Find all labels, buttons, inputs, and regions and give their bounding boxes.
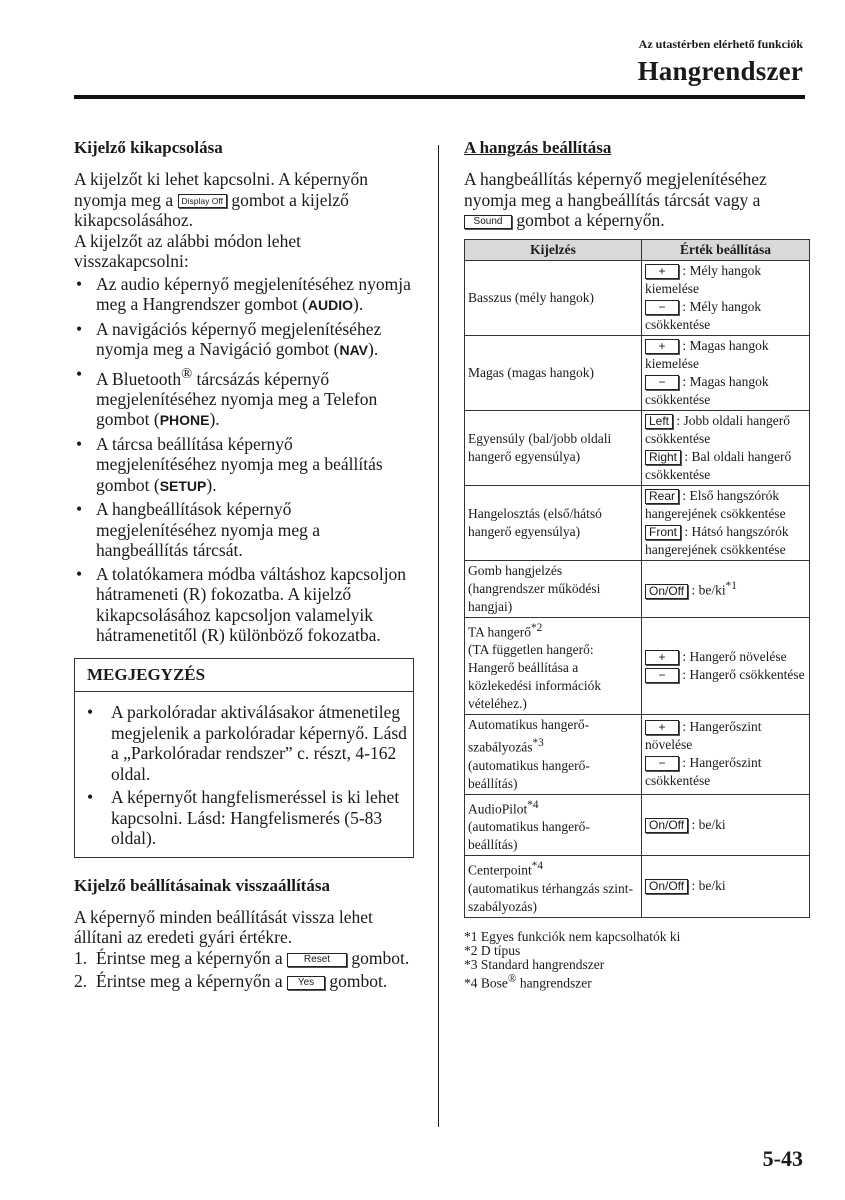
note-title: MEGJEGYZÉS: [75, 659, 413, 693]
table-header: Érték beállítása: [642, 239, 810, 260]
minus-button: −: [645, 756, 679, 771]
plus-button: +: [645, 339, 679, 354]
sound-settings-table: [464, 239, 810, 918]
yes-button: Yes: [287, 976, 325, 990]
paragraph-restore: A kijelzőt az alábbi módon lehet visszakapcsolni:: [74, 230, 301, 271]
table-row: Centerpoint$^{*4}$ (automatikus térhangzás szint-szabályozás) On/Off : be/ki: [465, 856, 810, 918]
table-row: Automatikus hangerő-szabályozás$^{*3}$ (automatikus hangerő-beállítás) + : Hangerőszint növelése − : Hangerőszint csökkentése: [465, 715, 810, 795]
footnote: *4 Bose® hangrendszer: [464, 972, 592, 990]
table-row: Hangelosztás (első/hátsó hangerő egyensúlya) Rear : Első hangszórók hangerejének csökkentése Front : Hátsó hangszórók hangerejének csökkentése: [465, 485, 810, 560]
header-rule: [74, 95, 805, 99]
plus-button: +: [645, 264, 679, 279]
audio-key: AUDIO: [307, 297, 353, 313]
footnotes: [464, 930, 809, 991]
table-header: Kijelzés: [465, 239, 642, 260]
note-box: [74, 658, 414, 858]
list-item: • A tolatókamera módba váltáshoz kapcsoljon hátrameneti (R) fokozatba. A kijelző kikapcsolásához kapcsoljon valamelyik hátramenetitől (R) különböző fokozatba.: [74, 564, 414, 646]
sound-button: Sound: [464, 215, 512, 229]
left-column: [74, 138, 414, 995]
plus-button: +: [645, 720, 679, 735]
footnote: *2 D típus: [464, 942, 521, 958]
rear-button: Rear: [645, 489, 679, 504]
restore-list: [74, 274, 414, 646]
section-title-display-off: Kijelző kikapcsolása: [74, 138, 223, 157]
nav-key: NAV: [339, 342, 369, 358]
display-off-button: Display Off: [178, 194, 227, 208]
table-row: Gomb hangjelzés (hangrendszer működési hangjai) On/Off : $be/ki^{*1}$: [465, 560, 810, 617]
table-row: Basszus (mély hangok) + : Mély hangok kiemelése − : Mély hangok csökkentése: [465, 260, 810, 335]
step-item: 2. Érintse meg a képernyőn a Yes gombot.: [74, 971, 388, 992]
on-off-button: On/Off: [645, 818, 688, 833]
footnote: *1 Egyes funkciók nem kapcsolhatók ki: [464, 928, 681, 944]
list-item: • A hangbeállítások képernyő megjelenítéséhez nyomja meg a hangbeállítás tárcsát.: [74, 499, 414, 561]
table-row: Magas (magas hangok) + : Magas hangok kiemelése − : Magas hangok csökkentése: [465, 335, 810, 410]
reset-steps: [74, 948, 414, 992]
list-item: • A tárcsa beállítása képernyő megjelenítéséhez nyomja meg a beállítás gombot (SETUP).: [74, 434, 414, 497]
paragraph-reset: A képernyő minden beállítását vissza lehet állítani az eredeti gyári értékre.: [74, 906, 373, 948]
column-divider: [438, 145, 439, 1127]
page-number: 5-43: [762, 1146, 803, 1171]
minus-button: −: [645, 300, 679, 315]
section-title-reset: Kijelző beállításainak visszaállítása: [74, 875, 330, 895]
section-title-sound: A hangzás beállítása: [464, 138, 612, 157]
on-off-button: On/Off: [645, 584, 688, 599]
note-item: • A képernyőt hangfelismeréssel is ki lehet kapcsolni. Lásd: Hangfelismerés (5-83 oldal).: [75, 787, 413, 849]
plus-button: +: [645, 650, 679, 665]
table-row: Egyensúly (bal/jobb oldali hangerő egyensúlya) Left : Jobb oldali hangerő csökkentése Right : Bal oldali hangerő csökkentése: [465, 410, 810, 485]
front-button: Front: [645, 525, 681, 540]
paragraph-display-off: A kijelzőt ki lehet kapcsolni. A képernyőn nyomja meg a Display Off gombot a kijelző kikapcsolásához.: [74, 169, 369, 230]
table-row: AudioPilot$^{*4}$ (automatikus hangerő-beállítás) On/Off : be/ki: [465, 794, 810, 856]
footnote: *3 Standard hangrendszer: [464, 956, 605, 972]
step-item: 1. Érintse meg a képernyőn a Reset gombot.: [74, 947, 410, 968]
list-item: • Az audio képernyő megjelenítéséhez nyomja meg a Hangrendszer gombot (AUDIO).: [74, 274, 414, 316]
paragraph-sound: A hangbeállítás képernyő megjelenítéséhez nyomja meg a hangbeállítás tárcsát vagy a Sound gombot a képernyőn.: [464, 169, 767, 230]
minus-button: −: [645, 375, 679, 390]
right-button: Right: [645, 450, 681, 465]
left-button: Left: [645, 414, 673, 429]
table-row: TA hangerő$^{*2}$ (TA független hangerő: Hangerő beállítása a közlekedési információk vételéhez.) + : Hangerő növelése − : Hangerő csökkentése: [465, 617, 810, 715]
reset-button: Reset: [287, 953, 347, 967]
note-item: • A parkolóradar aktiválásakor átmenetileg megjelenik a parkolóradar képernyő. Lásd a „Parkolóradar rendszer” c. részt, 4-162 oldal.: [75, 702, 413, 784]
minus-button: −: [645, 668, 679, 683]
phone-key: PHONE: [159, 412, 210, 429]
list-item: • A navigációs képernyő megjelenítéséhez nyomja meg a Navigáció gombot (NAV).: [74, 319, 414, 361]
section-header: Az utastérben elérhető funkciók: [638, 37, 803, 51]
on-off-button: On/Off: [645, 879, 688, 894]
setup-key: SETUP: [159, 477, 207, 494]
right-column: [464, 138, 809, 990]
page-title: Hangrendszer: [637, 56, 803, 86]
list-item: • A Bluetooth® tárcsázás képernyő megjelenítéséhez nyomja meg a Telefon gombot (PHONE).: [74, 364, 414, 431]
